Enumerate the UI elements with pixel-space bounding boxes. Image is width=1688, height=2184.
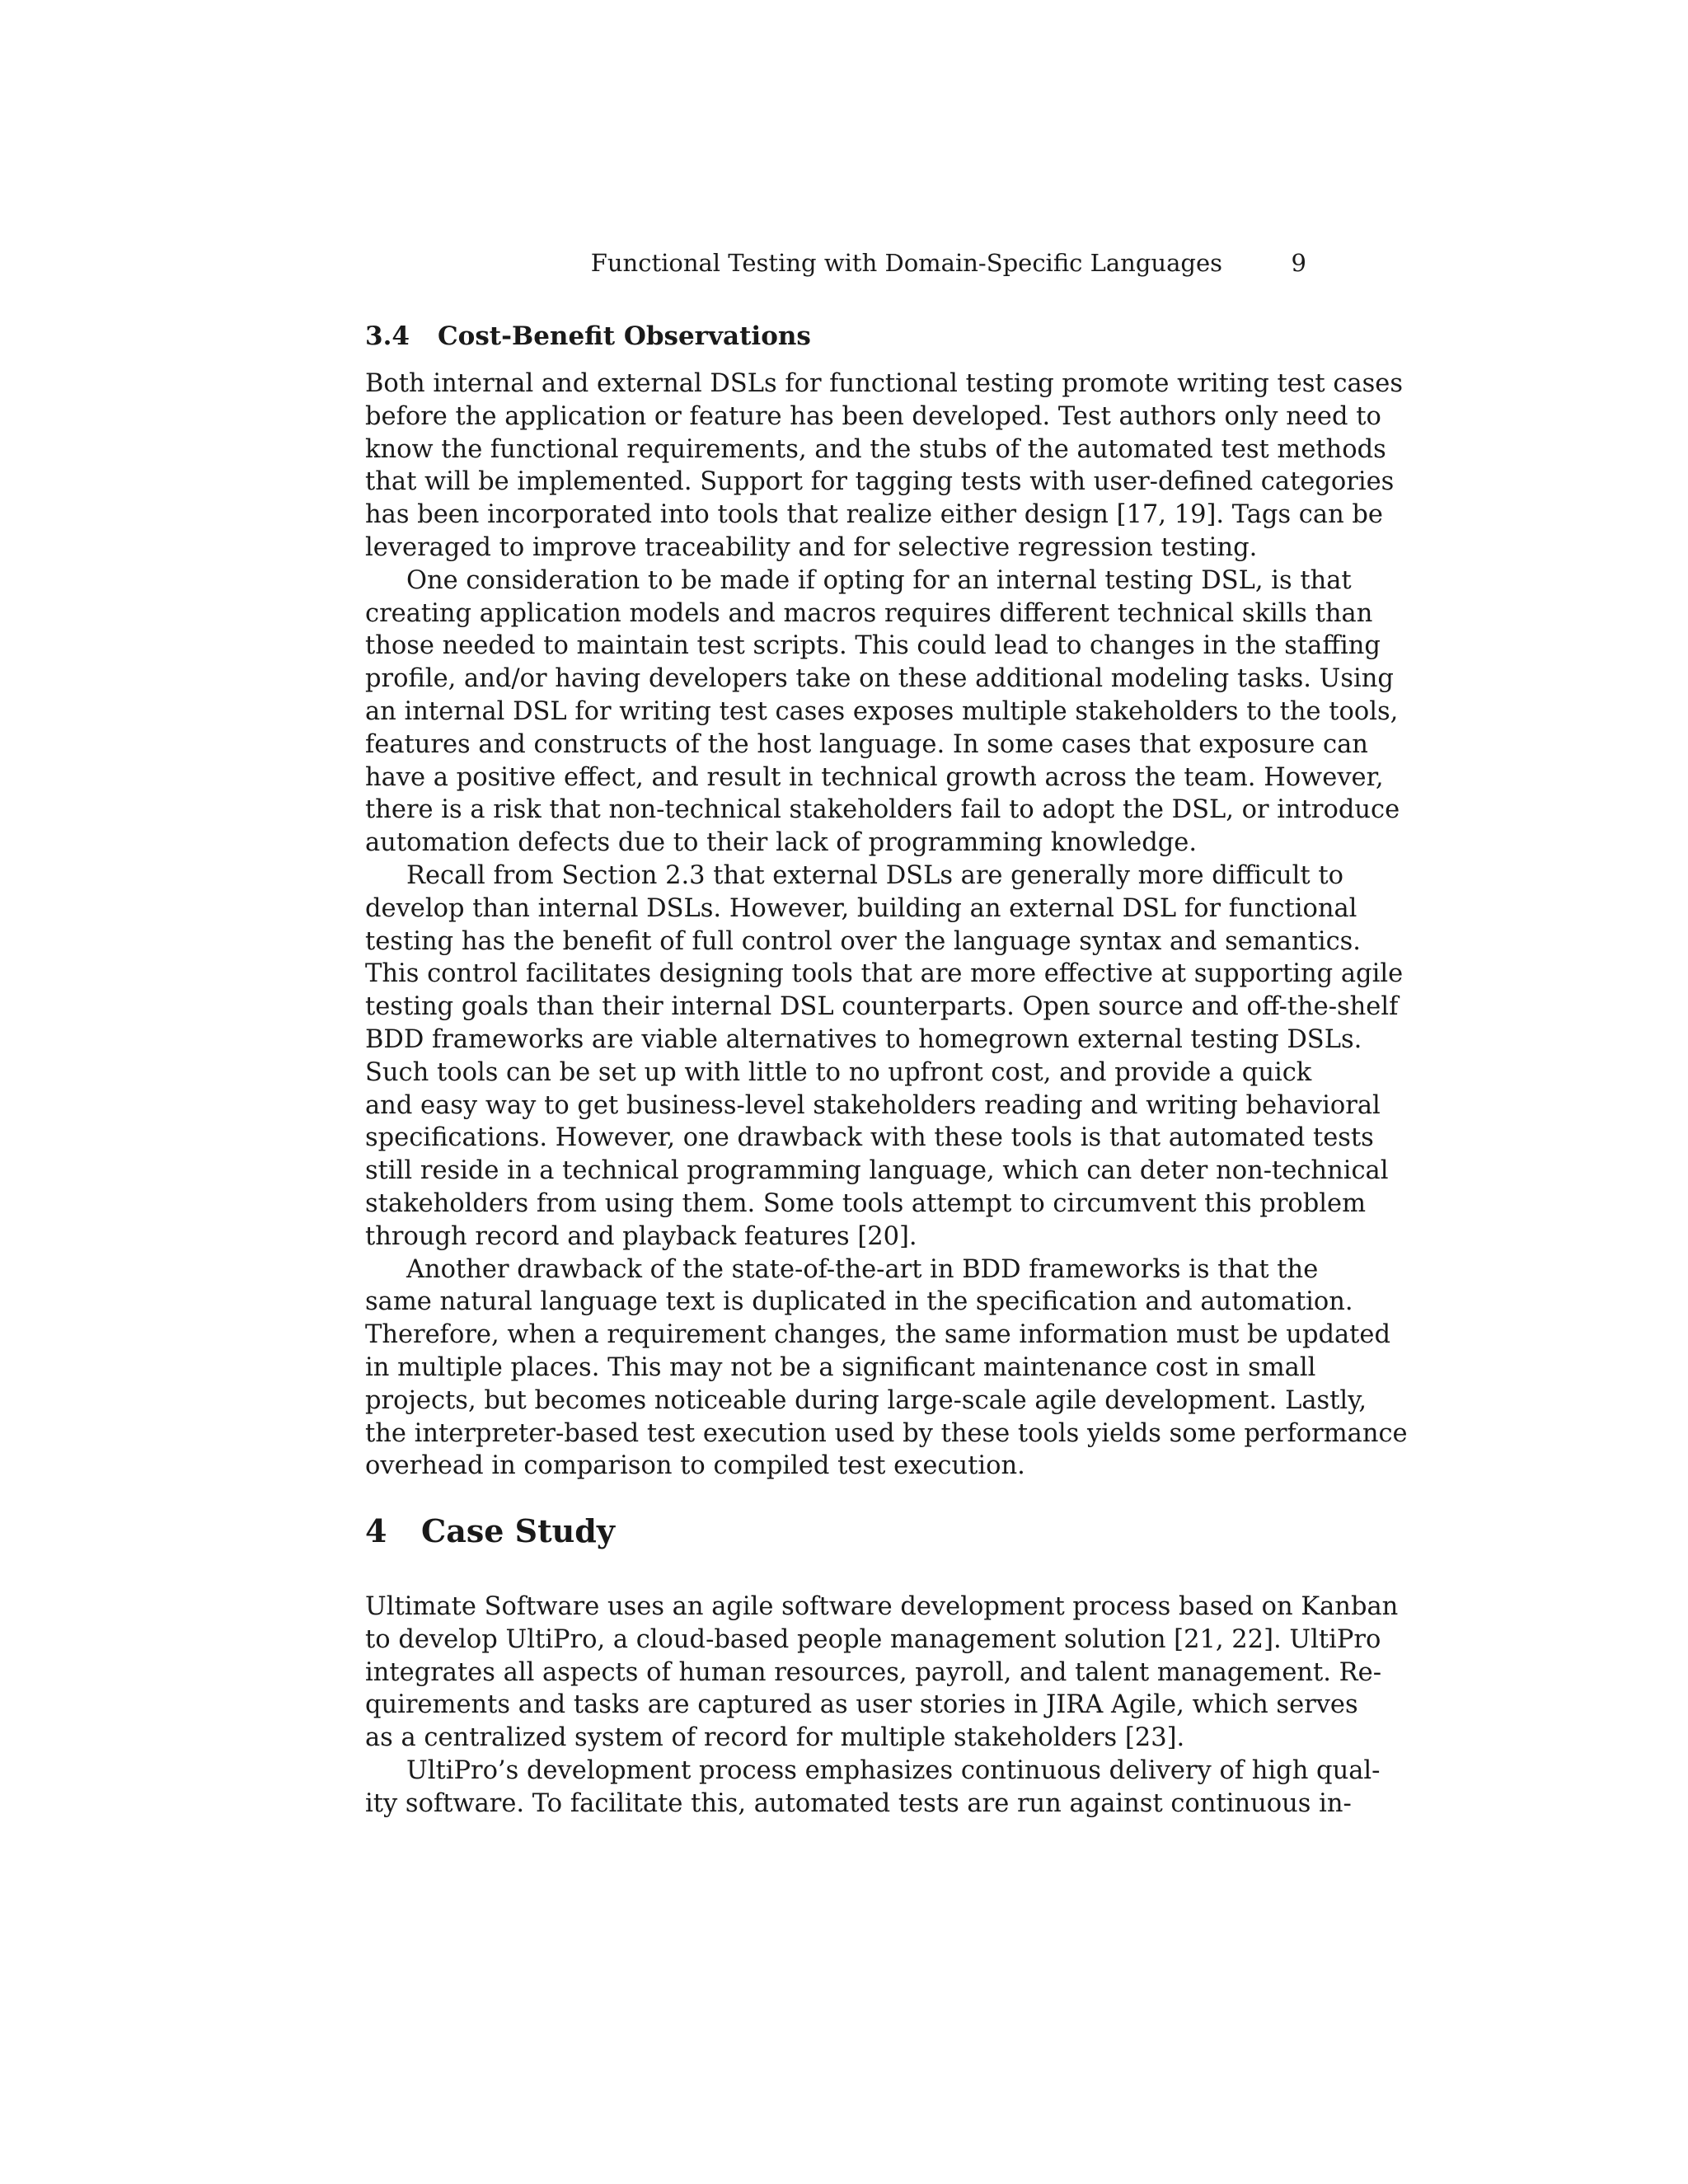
text-line: One consideration to be made if opting for an internal testing DSL, is that: [406, 565, 1352, 595]
text-line: quirements and tasks are captured as user stories in JIRA Agile, which serves: [365, 1690, 1358, 1720]
text-line: as a centralized system of record for multiple stakeholders [23].: [365, 1723, 1185, 1753]
text-line: Ultimate Software uses an agile software development process based on Kanban: [365, 1592, 1399, 1621]
section-body: [365, 1591, 1399, 1821]
text-line: overhead in comparison to compiled test execution.: [365, 1451, 1025, 1481]
text-line: same natural language text is duplicated in the specification and automation.: [365, 1287, 1353, 1317]
text-line: in multiple places. This may not be a significant maintenance cost in small: [365, 1352, 1316, 1382]
text-line: the interpreter-based test execution used by these tools yields some performance: [365, 1418, 1408, 1448]
subsection-body: [365, 368, 1408, 1483]
subsection-title: Cost-Benefit Observations: [438, 321, 811, 351]
text-line: testing has the benefit of full control over the language syntax and semantics.: [365, 926, 1361, 956]
text-line: develop than internal DSLs. However, building an external DSL for functional: [365, 893, 1357, 923]
text-line: Recall from Section 2.3 that external DSLs are generally more difficult to: [406, 860, 1344, 890]
section-number: 4: [365, 1512, 387, 1549]
text-line: Such tools can be set up with little to no upfront cost, and provide a quick: [365, 1057, 1312, 1087]
text-line: leveraged to improve traceability and for selective regression testing.: [365, 532, 1258, 562]
text-line: to develop UltiPro, a cloud-based people management solution [21, 22]. UltiPro: [365, 1624, 1381, 1654]
text-line: an internal DSL for writing test cases exposes multiple stakeholders to the tools,: [365, 696, 1399, 726]
page-number: 9: [1291, 249, 1306, 277]
text-line: stakeholders from using them. Some tools attempt to circumvent this problem: [365, 1188, 1367, 1218]
text-line: those needed to maintain test scripts. This could lead to changes in the staffing: [365, 631, 1381, 661]
text-line: have a positive effect, and result in technical growth across the team. However,: [365, 762, 1384, 792]
text-line: This control facilitates designing tools that are more effective at supporting agile: [365, 959, 1404, 989]
text-line: creating application models and macros requires different technical skills than: [365, 598, 1373, 628]
text-line: automation defects due to their lack of programming knowledge.: [365, 828, 1198, 858]
text-line: ity software. To facilitate this, automated tests are run against continuous in-: [365, 1788, 1352, 1818]
text-line: integrates all aspects of human resources, payroll, and talent management. Re-: [365, 1657, 1382, 1687]
text-line: there is a risk that non-technical stakeholders fail to adopt the DSL, or introduce: [365, 795, 1400, 825]
text-line: UltiPro’s development process emphasizes continuous delivery of high qual-: [406, 1755, 1381, 1785]
text-line: and easy way to get business-level stakeholders reading and writing behavioral: [365, 1090, 1381, 1120]
section-heading: [365, 1508, 615, 1554]
text-line: know the functional requirements, and the stubs of the automated test methods: [365, 434, 1386, 464]
text-line: specifications. However, one drawback with these tools is that automated tests: [365, 1123, 1374, 1153]
text-line: still reside in a technical programming language, which can deter non-technical: [365, 1156, 1389, 1186]
running-title: Functional Testing with Domain-Specific Languages: [590, 249, 1222, 277]
paper-page: [365, 0, 1408, 2184]
text-line: that will be implemented. Support for tagging tests with user-defined categories: [365, 467, 1395, 497]
text-line: has been incorporated into tools that realize either design [17, 19]. Tags can be: [365, 500, 1383, 530]
text-line: profile, and/or having developers take on these additional modeling tasks. Using: [365, 664, 1394, 694]
section-title: Case Study: [421, 1512, 615, 1549]
text-line: Therefore, when a requirement changes, the same information must be updated: [365, 1320, 1391, 1350]
text-line: testing goals than their internal DSL counterparts. Open source and off-the-shelf: [365, 992, 1399, 1022]
running-header: [365, 244, 1310, 282]
text-line: before the application or feature has been developed. Test authors only need to: [365, 401, 1381, 431]
text-line: Both internal and external DSLs for functional testing promote writing test cases: [365, 369, 1404, 398]
subsection-number: 3.4: [365, 321, 410, 351]
text-line: through record and playback features [20].: [365, 1221, 917, 1251]
text-line: BDD frameworks are viable alternatives to homegrown external testing DSLs.: [365, 1024, 1362, 1054]
subsection-heading: [365, 316, 811, 356]
text-line: Another drawback of the state-of-the-art in BDD frameworks is that the: [406, 1254, 1319, 1284]
text-line: projects, but becomes noticeable during large-scale agile development. Lastly,: [365, 1385, 1367, 1415]
text-line: features and constructs of the host language. In some cases that exposure can: [365, 729, 1368, 759]
